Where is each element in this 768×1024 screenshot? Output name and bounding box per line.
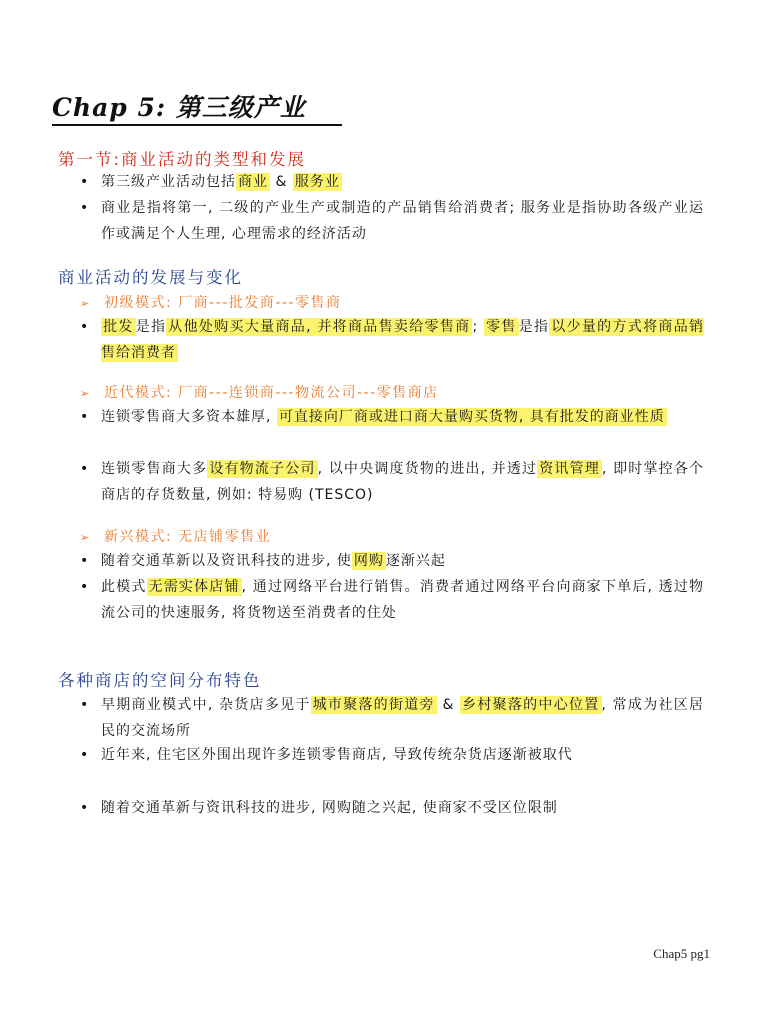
bullet-text: 连锁零售商大多资本雄厚, 可直接向厂商或进口商大量购买货物, 具有批发的商业性质	[101, 409, 665, 425]
arrow-right-icon: ➢	[80, 531, 91, 544]
bullet-item	[80, 742, 704, 768]
highlight: 从他处购买大量商品, 并将商品售卖给零售商	[168, 319, 471, 335]
bullet-text: 随着交通革新以及资讯科技的进步, 使 网购 逐渐兴起	[101, 553, 446, 569]
page-footer: Chap5 pg1	[653, 946, 710, 961]
bullet-dot-icon: •	[80, 553, 89, 569]
highlight: 设有物流子公司	[209, 461, 316, 477]
bullet-text: 早期商业模式中, 杂货店多见于 城市聚落的街道旁 & 乡村聚落的中心位置 , 常成为社区居民的交流场所	[101, 697, 704, 739]
bullet-text: 第三级产业活动包括 商业 & 服务业	[101, 174, 340, 190]
chapter-title: Chap 5: 第三级产业	[52, 93, 306, 122]
subheading-modern-mode: ➢ 近代模式: 厂商---连锁商---物流公司---零售商店	[80, 385, 439, 401]
highlight: 批发	[103, 319, 134, 335]
bullet-dot-icon: •	[80, 579, 89, 595]
bullet-item	[80, 195, 704, 247]
highlight: 网购	[353, 553, 384, 569]
arrow-right-icon: ➢	[80, 297, 91, 310]
bullet-text: 连锁零售商大多 设有物流子公司 , 以中央调度货物的进出, 并透过 资讯管理 , 即时掌控各个商店的存货数量, 例如: 特易购 (TESCO)	[101, 461, 705, 503]
bullet-item	[80, 795, 704, 821]
bullet-text: 批发 是指 从他处购买大量商品, 并将商品售卖给零售商 ; 零售 是指 以少量的方式将商品销售给消费者	[101, 319, 705, 361]
arrow-right-icon: ➢	[80, 387, 91, 400]
highlight: 商业	[238, 174, 268, 190]
bullet-dot-icon: •	[80, 200, 89, 216]
subheading-primary-mode: ➢ 初级模式: 厂商---批发商---零售商	[80, 295, 342, 311]
highlight: 无需实体店铺	[148, 579, 240, 595]
bullet-dot-icon: •	[80, 747, 89, 763]
bullet-item	[80, 314, 704, 366]
bullet-text: 商业是指将第一, 二级的产业生产或制造的产品销售给消费者; 服务业是指协助各级产业运作或满足个人生理, 心理需求的经济活动	[101, 200, 704, 242]
title-underline	[52, 124, 342, 126]
highlight: 零售	[485, 319, 517, 335]
bullet-item	[80, 456, 704, 508]
bullet-dot-icon: •	[80, 409, 89, 425]
bullet-dot-icon: •	[80, 800, 89, 816]
section-heading-store-distribution: 各种商店的空间分布特色	[58, 671, 262, 690]
bullet-dot-icon: •	[80, 319, 89, 335]
bullet-text: 随着交通革新与资讯科技的进步, 网购随之兴起, 使商家不受区位限制	[101, 800, 558, 816]
bullet-item	[80, 169, 704, 195]
highlight: 以少量的方式将商品销售给消费者	[101, 319, 705, 361]
bullet-dot-icon: •	[80, 697, 89, 713]
highlight: 服务业	[294, 174, 340, 190]
bullet-dot-icon: •	[80, 461, 89, 477]
section-heading-commerce-development: 商业活动的发展与变化	[58, 268, 243, 287]
bullet-dot-icon: •	[80, 174, 89, 190]
section-heading-commerce-types: 第一节:商业活动的类型和发展	[58, 150, 307, 169]
bullet-item	[80, 548, 704, 574]
highlight: 可直接向厂商或进口商大量购买货物, 具有批发的商业性质	[278, 409, 665, 425]
bullet-item	[80, 574, 704, 626]
bullet-item	[80, 404, 704, 430]
highlight: 乡村聚落的中心位置	[462, 697, 600, 713]
highlight: 资讯管理	[539, 461, 600, 477]
bullet-text: 近年来, 住宅区外围出现许多连锁零售商店, 导致传统杂货店逐渐被取代	[101, 747, 573, 763]
bullet-item	[80, 692, 704, 744]
bullet-text: 此模式 无需实体店铺 , 通过网络平台进行销售。消费者通过网络平台向商家下单后, 透过物流公司的快速服务, 将货物送至消费者的住处	[101, 579, 704, 621]
subheading-emerging-mode: ➢ 新兴模式: 无店铺零售业	[80, 529, 272, 545]
highlight: 城市聚落的街道旁	[312, 697, 435, 713]
